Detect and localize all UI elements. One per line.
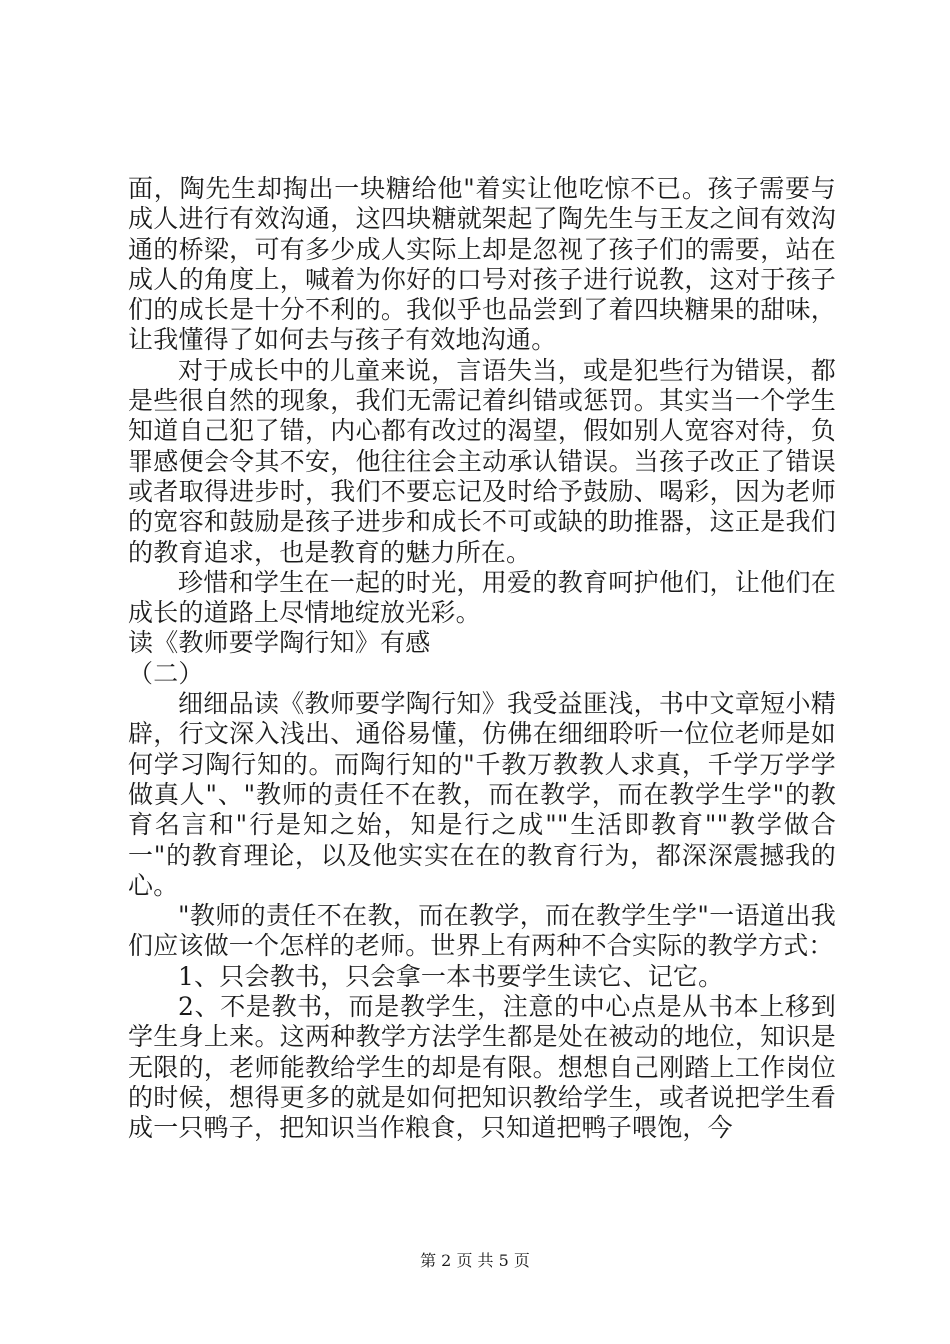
document-body <box>128 174 836 1144</box>
list-item-1: 1、只会教书，只会拿一本书要学生读它、记它。 <box>178 961 724 991</box>
section-title: 读《教师要学陶行知》有感 <box>128 628 431 658</box>
section-number: （二） <box>128 658 204 688</box>
page-footer: 第 2 页 共 5 页 <box>420 1251 530 1270</box>
paragraph-cherish: 珍惜和学生在一起的时光，用爱的教育呵护他们，让他们在成长的道路上尽情地绽放光彩。 <box>128 567 836 628</box>
list-item-2: 2、不是教书，而是教学生，注意的中心点是从书本上移到学生身上来。这两种教学方法学生都是处在被动的地位，知识是无限的，老师能教给学生的却是有限。想想自己刚踏上工作岗位的时候，想得更多的就是如何把知识教给学生，或者说把学生看成一只鸭子，把知识当作粮食，只知道把鸭子喂饱，今 <box>128 992 836 1143</box>
paragraph-continued: 面，陶先生却掏出一块糖给他"着实让他吃惊不已。孩子需要与成人进行有效沟通，这四块糖就架起了陶先生与王友之间有效沟通的桥梁，可有多少成人实际上却是忽视了孩子们的需要，站在成人的角度上，喊着为你好的口号对孩子进行说教，这对于孩子们的成长是十分不利的。我似乎也品尝到了着四块糖果的甜味，让我懂得了如何去与孩子有效地沟通。 <box>128 174 836 355</box>
paragraph-growth: 对于成长中的儿童来说，言语失当，或是犯些行为错误，都是些很自然的现象，我们无需记着纠错或惩罚。其实当一个学生知道自己犯了错，内心都有改过的渴望，假如别人宽容对待，负罪感便会令其不安，他往往会主动承认错误。当孩子改正了错误或者取得进步时，我们不要忘记及时给予鼓励、喝彩，因为老师的宽容和鼓励是孩子进步和成长不可或缺的助推器，这正是我们的教育追求，也是教育的魅力所在。 <box>128 355 836 567</box>
paragraph-teacher-duty: "教师的责任不在教，而在教学，而在教学生学"一语道出我们应该做一个怎样的老师。世界上有两种不合实际的教学方式： <box>128 901 836 961</box>
paragraph-reading: 细细品读《教师要学陶行知》我受益匪浅，书中文章短小精辟，行文深入浅出、通俗易懂，仿佛在细细聆听一位位老师是如何学习陶行知的。而陶行知的"千教万教教人求真，千学万学学做真人"、"教师的责任不在教，而在教学，而在教学生学"的教育名言和"行是知之始，知是行之成""生活即教育""教学做合一"的教育理论，以及他实实在在的教育行为，都深深震撼我的心。 <box>128 689 836 900</box>
